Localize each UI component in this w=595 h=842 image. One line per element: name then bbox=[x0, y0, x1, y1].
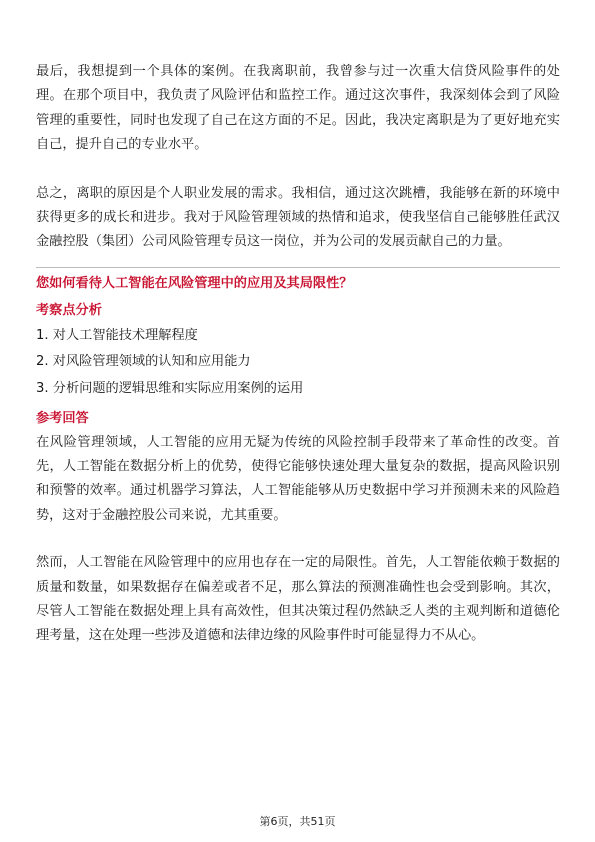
list-item: 3. 分析问题的逻辑思维和实际应用案例的运用 bbox=[36, 381, 304, 397]
section-divider bbox=[36, 267, 560, 268]
paragraph-case-example: 最后，我想提到一个具体的案例。在我离职前，我曾参与过一次重大信贷风险事件的处理。在那个项目中，我负责了风险评估和监控工作。通过这次事件，我深刻体会到了风险管理的重要性，同时也发现了自己在这方面的不足。因此，我决定离职是为了更好地充实自己，提升自己的专业水平。 bbox=[36, 64, 560, 153]
analysis-list bbox=[36, 323, 560, 403]
answer-title: 参考回答 bbox=[36, 410, 89, 426]
analysis-title: 考察点分析 bbox=[36, 302, 102, 318]
interview-question: 您如何看待人工智能在风险管理中的应用及其局限性？ bbox=[36, 275, 353, 291]
paragraph-spacer bbox=[36, 158, 560, 182]
answer-paragraph: 在风险管理领域，人工智能的应用无疑为传统的风险控制手段带来了革命性的改变。首先，人工智能在数据分析上的优势，使得它能够快速处理大量复杂的数据，提高风险识别和预警的效率。通过机器学习算法，人工智能能够从历史数据中学习并预测未来的风险趋势，这对于金融控股公司来说，尤其重要。 bbox=[36, 434, 560, 523]
paragraph-spacer bbox=[36, 528, 560, 551]
page-footer: 第6页，共51页 bbox=[259, 815, 336, 828]
paragraph-conclusion: 总之，离职的原因是个人职业发展的需求。我相信，通过这次跳槽，我能够在新的环境中获得更多的成长和进步。我对于风险管理领域的热情和追求，使我坚信自己能够胜任武汉金融控股（集团）公司风险管理专员这一岗位，并为公司的发展贡献自己的力量。 bbox=[36, 185, 560, 250]
list-item: 2. 对风险管理领域的认知和应用能力 bbox=[36, 354, 251, 370]
list-item: 1. 对人工智能技术理解程度 bbox=[36, 327, 198, 343]
document-page bbox=[36, 60, 560, 649]
answer-paragraph: 然而，人工智能在风险管理中的应用也存在一定的局限性。首先，人工智能依赖于数据的质量和数量，如果数据存在偏差或者不足，那么算法的预测准确性也会受到影响。其次，尽管人工智能在数据处理上具有高效性，但其决策过程仍然缺乏人类的主观判断和道德伦理考量，这在处理一些涉及道德和法律边缘的风险事件时可能显得力不从心。 bbox=[36, 555, 560, 644]
